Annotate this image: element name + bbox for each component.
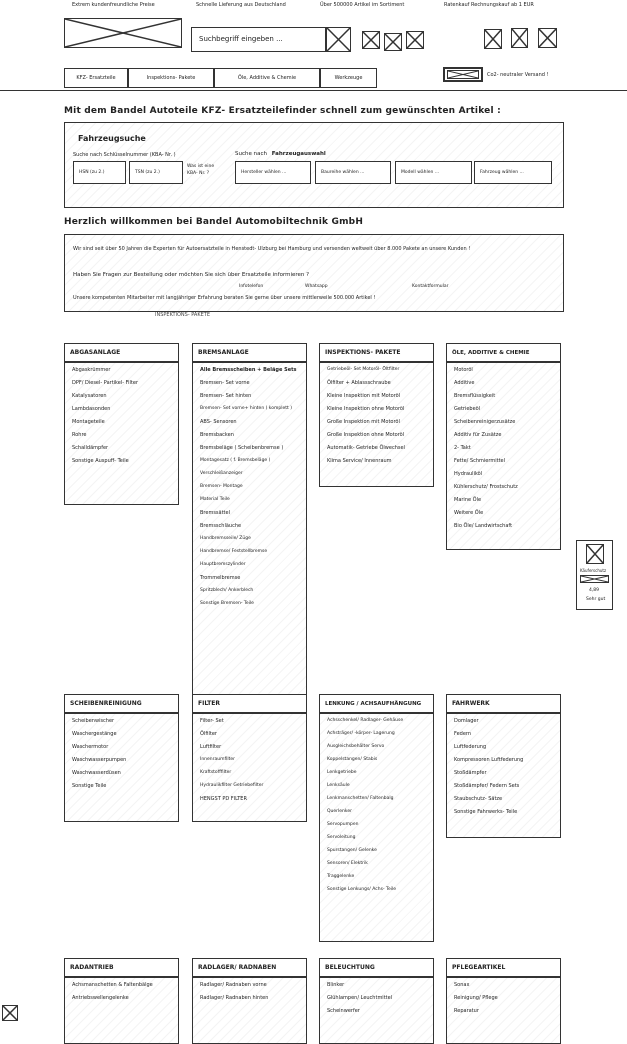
category-filter <box>192 694 307 822</box>
category-item[interactable]: Luftfederung <box>454 744 487 750</box>
category-title[interactable]: LENKUNG / ACHSAUFHÄNGUNG <box>319 694 434 714</box>
category-item[interactable]: Achsmanschetten & Faltenbälge <box>72 982 153 988</box>
category-abgasanlage <box>64 343 179 505</box>
category-item[interactable]: Querlenker <box>327 809 352 814</box>
category-item[interactable]: Sonstige Fahrwerks- Teile <box>454 809 518 815</box>
search-bar <box>191 27 351 52</box>
category-title[interactable]: ABGASANLAGE <box>64 343 179 363</box>
category-bremsanlage <box>192 343 307 699</box>
account-icon[interactable] <box>362 31 380 49</box>
category-item[interactable]: Hydraulikfilter Getriebefilter <box>200 783 264 788</box>
welcome-panel <box>64 234 564 312</box>
category-item[interactable]: Additiv für Zusätze <box>454 432 502 438</box>
category-item[interactable]: Abgaskrümmer <box>72 367 111 373</box>
category-item[interactable]: Bremsen- Montage <box>200 484 243 489</box>
category-item[interactable]: Bremsen- Set vorne <box>200 380 250 386</box>
usp-prices: Extrem kundenfreundliche Preise <box>72 2 155 8</box>
category-title[interactable]: RADLAGER/ RADNABEN <box>192 958 307 978</box>
category-item[interactable]: Radlager/ Radnaben vorne <box>200 982 267 988</box>
category-item[interactable]: Kraftstofffilter <box>200 770 232 775</box>
trust-seal-icon <box>586 544 604 564</box>
vehicle-search-choice: Fahrzeugauswahl <box>271 151 326 157</box>
welcome-advice: Unsere kompetenten Mitarbeiter mit langjähriger Erfahrung beraten Sie gerne über unsere mittlerweile 500.000 Artikel ! <box>73 295 376 301</box>
category-item[interactable]: Montageteile <box>72 419 105 425</box>
trust-label: Käuferschutz <box>580 568 607 573</box>
category-item[interactable]: Kleine Inspektion mit Motoröl <box>327 393 401 399</box>
category-item[interactable]: Koppelstangen/ Stabis <box>327 757 378 762</box>
category-inspektions-pakete <box>319 343 434 487</box>
category-item[interactable]: Verschleißanzeiger <box>200 471 243 476</box>
tab-inspektions-pakete[interactable]: Inspektions- Pakete <box>128 68 214 88</box>
category-radantrieb <box>64 958 179 1044</box>
usp-payment: Ratenkauf Rechnungskauf ab 1 EUR <box>444 2 534 8</box>
category-item[interactable]: Hauptbremszylinder <box>200 562 246 567</box>
category-item[interactable]: Reinigung/ Pflege <box>454 995 498 1001</box>
category-item[interactable]: Große Inspektion ohne Motoröl <box>327 432 405 438</box>
category-item[interactable]: ABS- Sensoren <box>200 419 237 425</box>
category-item[interactable]: Katalysatoren <box>72 393 107 399</box>
category-item[interactable]: Reparatur <box>454 1008 479 1014</box>
category-item[interactable]: Sonstige Lenkungs/ Achs- Teile <box>327 887 396 892</box>
category-item[interactable]: Ausgleichsbehälter Servo <box>327 744 385 749</box>
category-item[interactable]: Automatik- Getriebe Ölwechsel <box>327 445 405 451</box>
category-item[interactable]: Bremssättel <box>200 510 230 516</box>
category-item[interactable]: Schalldämpfer <box>72 445 109 451</box>
category-item[interactable]: Domlager <box>454 718 479 724</box>
category-item[interactable]: Bremsflüssigkeit <box>454 393 496 399</box>
category-item[interactable]: Scheinwerfer <box>327 1008 360 1014</box>
trust-badge[interactable] <box>576 540 613 610</box>
category-item[interactable]: Achsschenkel/ Radlager- Gehäuse <box>327 718 404 723</box>
category-fahrwerk <box>446 694 561 838</box>
category-radlager-radnaben <box>192 958 307 1044</box>
search-input[interactable]: Suchbegriff eingeben ... <box>191 27 326 52</box>
category-oele-additive-chemie <box>446 343 561 550</box>
vehicle-finder-panel <box>64 122 564 208</box>
category-item[interactable]: Achsträger/ -körper- Lagerung <box>327 731 395 736</box>
category-scheibenreinigung <box>64 694 179 822</box>
category-title[interactable]: PFLEGEARTIKEL <box>446 958 561 978</box>
co2-badge-frame <box>443 67 483 82</box>
series-select[interactable]: Baureihe wählen ... <box>315 161 391 184</box>
tsn-input[interactable]: TSN (zu 2.) <box>129 161 183 184</box>
category-item[interactable]: Bremsen- Set hinten <box>200 393 252 399</box>
category-item[interactable]: Bremsen- Set vorne+ hinten ( komplett ) <box>200 406 292 411</box>
category-item[interactable]: Trommelbremse <box>200 575 241 581</box>
category-item[interactable]: Fette/ Schmiermittel <box>454 458 505 464</box>
category-title[interactable]: RADANTRIEB <box>64 958 179 978</box>
category-title[interactable]: FAHRWERK <box>446 694 561 714</box>
category-item[interactable]: HENGST PD FILTER <box>200 796 247 802</box>
category-item[interactable]: Handbremsseile/ Züge <box>200 536 251 541</box>
kba-hint-link[interactable]: Was ist eine KBA- Nr. ? <box>187 164 215 176</box>
category-item[interactable]: Stoßdämpfer <box>454 770 487 776</box>
category-title[interactable]: SCHEIBENREINIGUNG <box>64 694 179 714</box>
tab-oele-additive-chemie[interactable]: Öle, Additive & Chemie <box>214 68 320 88</box>
co2-leaf-icon <box>447 70 479 79</box>
category-item[interactable]: Blinker <box>327 982 345 988</box>
category-item[interactable]: Sonax <box>454 982 470 988</box>
category-item[interactable]: Stoßdämpfer/ Federn Sets <box>454 783 520 789</box>
category-item[interactable]: Spritzblech/ Ankerblech <box>200 588 254 593</box>
category-item[interactable]: Rohre <box>72 432 87 438</box>
finder-title: Fahrzeugsuche <box>78 134 146 143</box>
compare-icon[interactable] <box>406 31 424 49</box>
header-divider <box>0 90 627 91</box>
category-title[interactable]: BREMSANLAGE <box>192 343 307 363</box>
category-item[interactable]: Hydrauliköl <box>454 471 483 477</box>
category-beleuchtung <box>319 958 434 1044</box>
whatsapp-link[interactable]: Whatsapp <box>305 284 328 289</box>
vehicle-search-label <box>235 151 326 157</box>
usp-delivery: Schnelle Lieferung aus Deutschland <box>196 2 286 8</box>
category-title[interactable]: INSPEKTIONS- PAKETE <box>319 343 434 363</box>
category-lenkung-achsaufhaengung <box>319 694 434 942</box>
category-item[interactable]: Waschermotor <box>72 744 109 750</box>
category-item[interactable]: Große Inspektion mit Motoröl <box>327 419 400 425</box>
model-select[interactable]: Modell wählen ... <box>395 161 472 184</box>
category-pflegeartikel <box>446 958 561 1044</box>
category-item[interactable]: Getriebeöl <box>454 406 481 412</box>
category-title[interactable]: BELEUCHTUNG <box>319 958 434 978</box>
category-item[interactable]: Radlager/ Radnaben hinten <box>200 995 269 1001</box>
category-item[interactable]: Scheibenwischer <box>72 718 115 724</box>
category-item[interactable]: Waschergestänge <box>72 731 117 737</box>
trust-grade: Sehr gut <box>586 597 606 602</box>
category-item[interactable]: Filter- Set <box>200 718 224 724</box>
co2-text: Co2- neutraler Versand ! <box>487 72 549 78</box>
finder-heading: Mit dem Bandel Autoteile KFZ- Ersatzteilefinder schnell zum gewünschten Artikel : <box>64 106 501 116</box>
vehicle-select[interactable]: Fahrzeug wählen ... <box>474 161 552 184</box>
category-item[interactable]: Motoröl <box>454 367 473 373</box>
key-number-label: Suche nach Schlüsselnummer (KBA- Nr. ) <box>73 152 176 158</box>
cart-icon[interactable] <box>538 28 557 48</box>
category-item[interactable]: DPF/ Diesel- Partikel- Filter <box>72 380 139 386</box>
category-item[interactable]: Servoleitung <box>327 835 356 840</box>
trust-score: 4,89 <box>589 588 600 593</box>
category-item[interactable]: Lambdasonden <box>72 406 111 412</box>
category-item[interactable]: Handbremse/ Feststellbremse <box>200 549 268 554</box>
category-item[interactable]: Getriebeöl- Set Motoröl- Öltfilter <box>327 367 400 372</box>
category-item[interactable]: Traggelenke <box>327 874 355 879</box>
user-icon[interactable] <box>511 28 528 48</box>
category-item[interactable]: Bremsbacken <box>200 432 234 438</box>
tab-werkzeuge[interactable]: Werkzeuge <box>320 68 377 88</box>
usp-assortment: Über 500000 Artikel im Sortiment <box>320 2 405 8</box>
category-item[interactable]: 2- Takt <box>454 445 471 451</box>
category-item[interactable]: Servopumpen <box>327 822 359 827</box>
category-item[interactable]: Kleine Inspektion ohne Motoröl <box>327 406 405 412</box>
infotelefon-link[interactable]: Infotelefon <box>239 284 264 289</box>
tab-kfz-ersatzteile[interactable]: KFZ- Ersatzteile <box>64 68 128 88</box>
category-item[interactable]: Sonstige Bremsen- Teile <box>200 601 254 606</box>
welcome-intro: Wir sind seit über 50 Jahren die Experten für Autoersatzteile in Henstedt- Ulzburg bei Hamburg und versenden weltweit über 8.000 Pakete an unsere Kunden ! <box>73 246 471 252</box>
welcome-question: Haben Sie Fragen zur Bestellung oder möchten Sie sich über Ersatzteile informieren ? <box>73 272 310 278</box>
category-item[interactable]: Glühlampen/ Leuchtmittel <box>327 995 393 1001</box>
category-item[interactable]: Kühlerschutz/ Frostschutz <box>454 484 518 490</box>
category-item[interactable]: Lenkmanschetten/ Faltenbalg <box>327 796 394 801</box>
vehicle-search-prefix: Suche nach <box>235 151 267 157</box>
category-item[interactable]: Weitere Öle <box>454 510 484 516</box>
category-item[interactable]: Alle Bremsscheiben + Beläge Sets <box>200 367 297 373</box>
category-item[interactable]: Bio Öle/ Landwirtschaft <box>454 523 513 529</box>
category-item[interactable]: Additive <box>454 380 475 386</box>
category-item[interactable]: Luftfilter <box>200 744 222 750</box>
contact-form-link[interactable]: Kontaktformular <box>412 284 449 289</box>
category-title[interactable]: ÖLE, ADDITIVE & CHEMIE <box>446 343 561 363</box>
wishlist-icon[interactable] <box>384 33 402 51</box>
phone-icon[interactable] <box>484 29 502 49</box>
category-item[interactable]: Staubschutz- Sätze <box>454 796 503 802</box>
overflow-label: INSPEKTIONS- PAKETE <box>155 312 210 318</box>
chat-icon[interactable] <box>2 1005 18 1021</box>
welcome-heading: Herzlich willkommen bei Bandel Automobiltechnik GmbH <box>64 217 364 227</box>
category-item[interactable]: Klima Service/ Innenraum <box>327 458 392 464</box>
category-item[interactable]: Sonstige Teile <box>72 783 107 789</box>
category-title[interactable]: FILTER <box>192 694 307 714</box>
category-item[interactable]: Marine Öle <box>454 497 482 503</box>
category-item[interactable]: Federn <box>454 731 472 737</box>
manufacturer-select[interactable]: Hersteller wählen ... <box>235 161 311 184</box>
category-item[interactable]: Material Teile <box>200 497 230 502</box>
category-item[interactable]: Bremsschläuche <box>200 523 242 529</box>
category-item[interactable]: Waschwasserpumpen <box>72 757 127 763</box>
category-item[interactable]: Montagesatz ( f. Bremsbeläge ) <box>200 458 271 463</box>
hsn-input[interactable]: HSN (zu 2.) <box>73 161 126 184</box>
rating-stars-icon <box>580 575 609 583</box>
category-item[interactable]: Spurstangen/ Gelenke <box>327 848 377 853</box>
category-item[interactable]: Antriebswellengelenke <box>72 995 129 1001</box>
category-item[interactable]: Sensoren/ Elektrik <box>327 861 368 866</box>
category-item[interactable]: Kompressoren Luftfederung <box>454 757 524 763</box>
category-item[interactable]: Ölfilter + Ablassschraube <box>327 380 391 386</box>
category-item[interactable]: Ölfilter <box>200 731 217 737</box>
category-item[interactable]: Lenksäule <box>327 783 350 788</box>
search-icon[interactable] <box>326 27 351 52</box>
category-item[interactable]: Scheibenreinigerzusätze <box>454 419 516 425</box>
logo-image[interactable] <box>64 18 182 48</box>
category-item[interactable]: Bremsbeläge ( Scheibenbremse ) <box>200 445 284 451</box>
category-item[interactable]: Sonstige Auspuff- Teile <box>72 458 129 464</box>
category-item[interactable]: Waschwasserdüsen <box>72 770 121 776</box>
category-item[interactable]: Innenraumfilter <box>200 757 235 762</box>
category-item[interactable]: Lenkgetriebe <box>327 770 357 775</box>
